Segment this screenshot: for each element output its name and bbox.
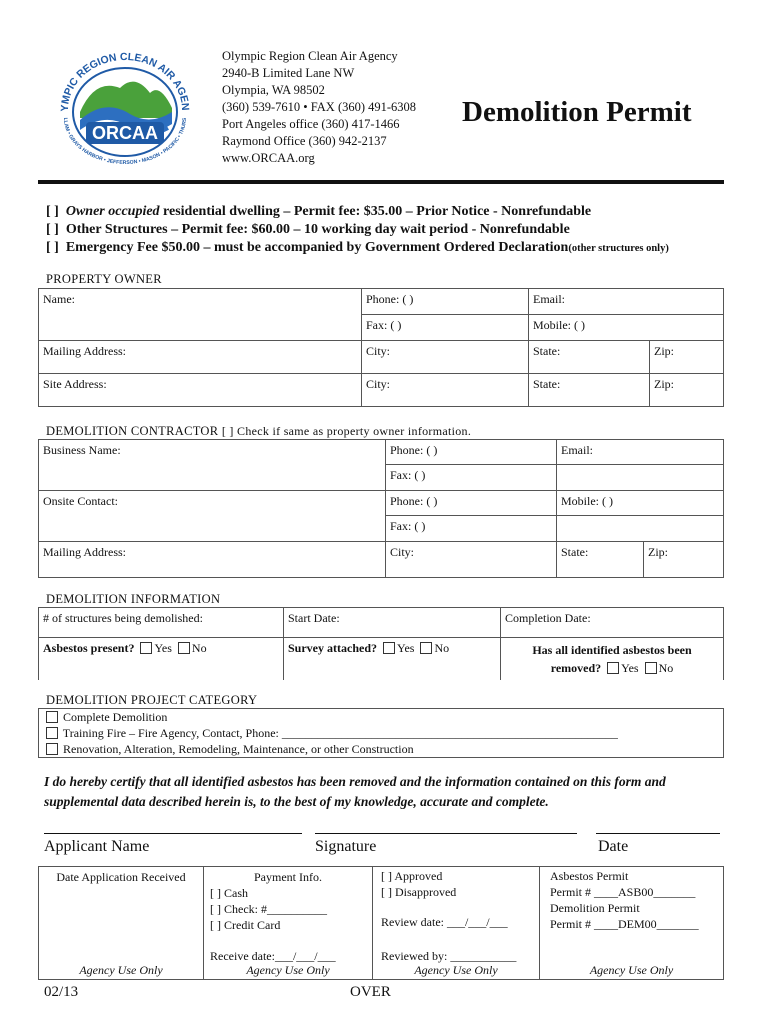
owner-state-field[interactable]: State: [529, 341, 650, 374]
structures-count-field[interactable]: # of structures being demolished: [39, 608, 284, 638]
check-checkbox[interactable]: [ ] Check: #__________ [210, 902, 327, 916]
agency-raymond: Raymond Office (360) 942-2137 [222, 134, 387, 148]
over-note: OVER [350, 984, 391, 1000]
applicant-name-line[interactable] [44, 833, 302, 834]
contractor-state-field[interactable]: State: [557, 542, 644, 578]
demolition-info-table [38, 607, 724, 680]
category-checkbox[interactable] [46, 727, 58, 739]
option-checkbox[interactable]: [ ] [46, 222, 59, 237]
credit-card-checkbox[interactable]: [ ] Credit Card [210, 918, 281, 932]
agency-phone-fax: (360) 539-7610 • FAX (360) 491-6308 [222, 100, 417, 114]
survey-attached-row: Survey attached? Yes No [284, 638, 501, 681]
option-other-structures[interactable]: [ ] Other Structures – Permit fee: $60.00 – 10 working day wait period - Nonrefundable [46, 222, 570, 237]
svg-text:CLALLAM • GRAYS HARBOR • JEFFE: LLAM • GRAYS HARBOR • JEFFERSON • MASON • PACIFIC • THURS [61, 117, 189, 167]
category-complete[interactable]: Complete Demolition [46, 710, 167, 725]
removed-yes-checkbox[interactable] [607, 662, 619, 674]
agency-use-payment: Payment Info. [ ] Cash [ ] Check: #__________ [ ] Credit Card Receive date:___/___/___ Agency Use Only [204, 866, 372, 980]
owner-mobile-field[interactable]: Mobile: ( ) [529, 315, 724, 341]
contractor-heading-row [46, 424, 471, 439]
svg-text:ORCAA: ORCAA [92, 123, 158, 143]
survey-yes-checkbox[interactable] [383, 642, 395, 654]
owner-fax-field[interactable]: Fax: ( ) [362, 315, 529, 341]
option-owner-occupied[interactable]: [ ] Owner occupied residential dwelling – Permit fee: $35.00 – Prior Notice - Nonrefundable [46, 204, 592, 219]
review-date[interactable]: Review date: ___/___/___ [381, 915, 508, 929]
site-city-field[interactable]: City: [362, 374, 529, 407]
category-checkbox[interactable] [46, 743, 58, 755]
orcaa-logo [50, 48, 200, 168]
approved-checkbox[interactable]: [ ] Approved [381, 869, 443, 883]
demolition-permit-number[interactable]: Permit # ____DEM00_______ [550, 917, 699, 931]
onsite-fax-field[interactable]: Fax: ( ) [386, 516, 557, 542]
page-title: Demolition Permit [462, 96, 692, 128]
onsite-contact-field[interactable]: Onsite Contact: [39, 491, 386, 542]
owner-mailing-field[interactable]: Mailing Address: [39, 341, 362, 374]
contractor-table [38, 439, 724, 578]
site-zip-field[interactable]: Zip: [650, 374, 724, 407]
asbestos-present-row: Asbestos present? Yes No [39, 638, 284, 681]
owner-zip-field[interactable]: Zip: [650, 341, 724, 374]
asbestos-yes-checkbox[interactable] [140, 642, 152, 654]
agency-city: Olympia, WA 98502 [222, 83, 325, 97]
project-category-heading: DEMOLITION PROJECT CATEGORY [46, 693, 258, 707]
property-owner-table [38, 288, 724, 407]
owner-phone-field[interactable]: Phone: ( ) [362, 289, 529, 315]
category-renovation[interactable]: Renovation, Alteration, Remodeling, Maintenance, or other Construction [46, 742, 414, 757]
property-owner-heading: PROPERTY OWNER [46, 272, 162, 286]
agency-port-angeles: Port Angeles office (360) 417-1466 [222, 117, 400, 131]
agency-website[interactable]: www.ORCAA.org [222, 151, 315, 165]
agency-use-date-received: Date Application Received Agency Use Only [38, 866, 204, 980]
asbestos-permit-number[interactable]: Permit # ____ASB00_______ [550, 885, 696, 899]
owner-name-field[interactable]: Name: [39, 289, 362, 341]
survey-no-checkbox[interactable] [420, 642, 432, 654]
date-line[interactable] [596, 833, 720, 834]
contractor-city-field[interactable]: City: [386, 542, 557, 578]
contractor-fax-field[interactable]: Fax: ( ) [386, 465, 557, 491]
asbestos-no-checkbox[interactable] [178, 642, 190, 654]
certification-text: I do hereby certify that all identified asbestos has been removed and the information contained on this form and supplemental data described herein is, to the best of my knowledge, accurate and complete. [44, 774, 666, 809]
owner-city-field[interactable]: City: [362, 341, 529, 374]
site-address-field[interactable]: Site Address: [39, 374, 362, 407]
contractor-heading: DEMOLITION CONTRACTOR [46, 424, 219, 438]
demolition-info-heading: DEMOLITION INFORMATION [46, 592, 221, 606]
option-checkbox[interactable]: [ ] [46, 240, 59, 255]
contractor-phone-field[interactable]: Phone: ( ) [386, 440, 557, 465]
form-revision-code: 02/13 [44, 984, 79, 1000]
signature-line[interactable] [315, 833, 577, 834]
onsite-mobile-field[interactable]: Mobile: ( ) [557, 491, 724, 516]
disapproved-checkbox[interactable]: [ ] Disapproved [381, 885, 457, 899]
business-name-field[interactable]: Business Name: [39, 440, 386, 491]
site-state-field[interactable]: State: [529, 374, 650, 407]
agency-street: 2940-B Limited Lane NW [222, 66, 355, 80]
completion-date-field[interactable]: Completion Date: [501, 608, 724, 638]
onsite-phone-field[interactable]: Phone: ( ) [386, 491, 557, 516]
option-emergency[interactable]: [ ] Emergency Fee $50.00 – must be accompanied by Government Ordered Declaration(other structures only) [46, 240, 669, 255]
contractor-mailing-field[interactable]: Mailing Address: [39, 542, 386, 578]
category-training-fire[interactable]: Training Fire – Fire Agency, Contact, Phone: ________________________________________________________ [46, 726, 618, 741]
contractor-zip-field[interactable]: Zip: [644, 542, 724, 578]
agency-address-block [222, 48, 416, 167]
signature-label: Signature [315, 838, 377, 855]
owner-email-field[interactable]: Email: [529, 289, 724, 315]
agency-use-permits: Asbestos Permit Permit # ____ASB00_______ Demolition Permit Permit # ____DEM00_______ Agency Use Only [540, 866, 724, 980]
svg-text:OLYMPIC REGION CLEAN AIR AGENC: YMPIC REGION CLEAN AIR AGEN [58, 50, 192, 112]
contractor-email-field[interactable]: Email: [557, 440, 724, 465]
applicant-name-label: Applicant Name [44, 838, 150, 855]
removed-no-checkbox[interactable] [645, 662, 657, 674]
option-checkbox[interactable]: [ ] [46, 204, 59, 219]
start-date-field[interactable]: Start Date: [284, 608, 501, 638]
reviewed-by[interactable]: Reviewed by: ___________ [381, 949, 517, 963]
cash-checkbox[interactable]: [ ] Cash [210, 886, 248, 900]
agency-use-review: [ ] Approved [ ] Disapproved Review date: ___/___/___ Reviewed by: ___________ Agency Use Only [372, 866, 540, 980]
category-checkbox[interactable] [46, 711, 58, 723]
asbestos-removed-row: Has all identified asbestos been removed? Yes No [501, 638, 724, 681]
same-as-owner-checkbox[interactable]: [ ] Check if same as property owner information. [221, 424, 472, 438]
agency-name: Olympic Region Clean Air Agency [222, 49, 398, 63]
header-divider [38, 180, 724, 184]
date-label: Date [598, 838, 629, 855]
receive-date[interactable]: Receive date:___/___/___ [210, 949, 336, 963]
